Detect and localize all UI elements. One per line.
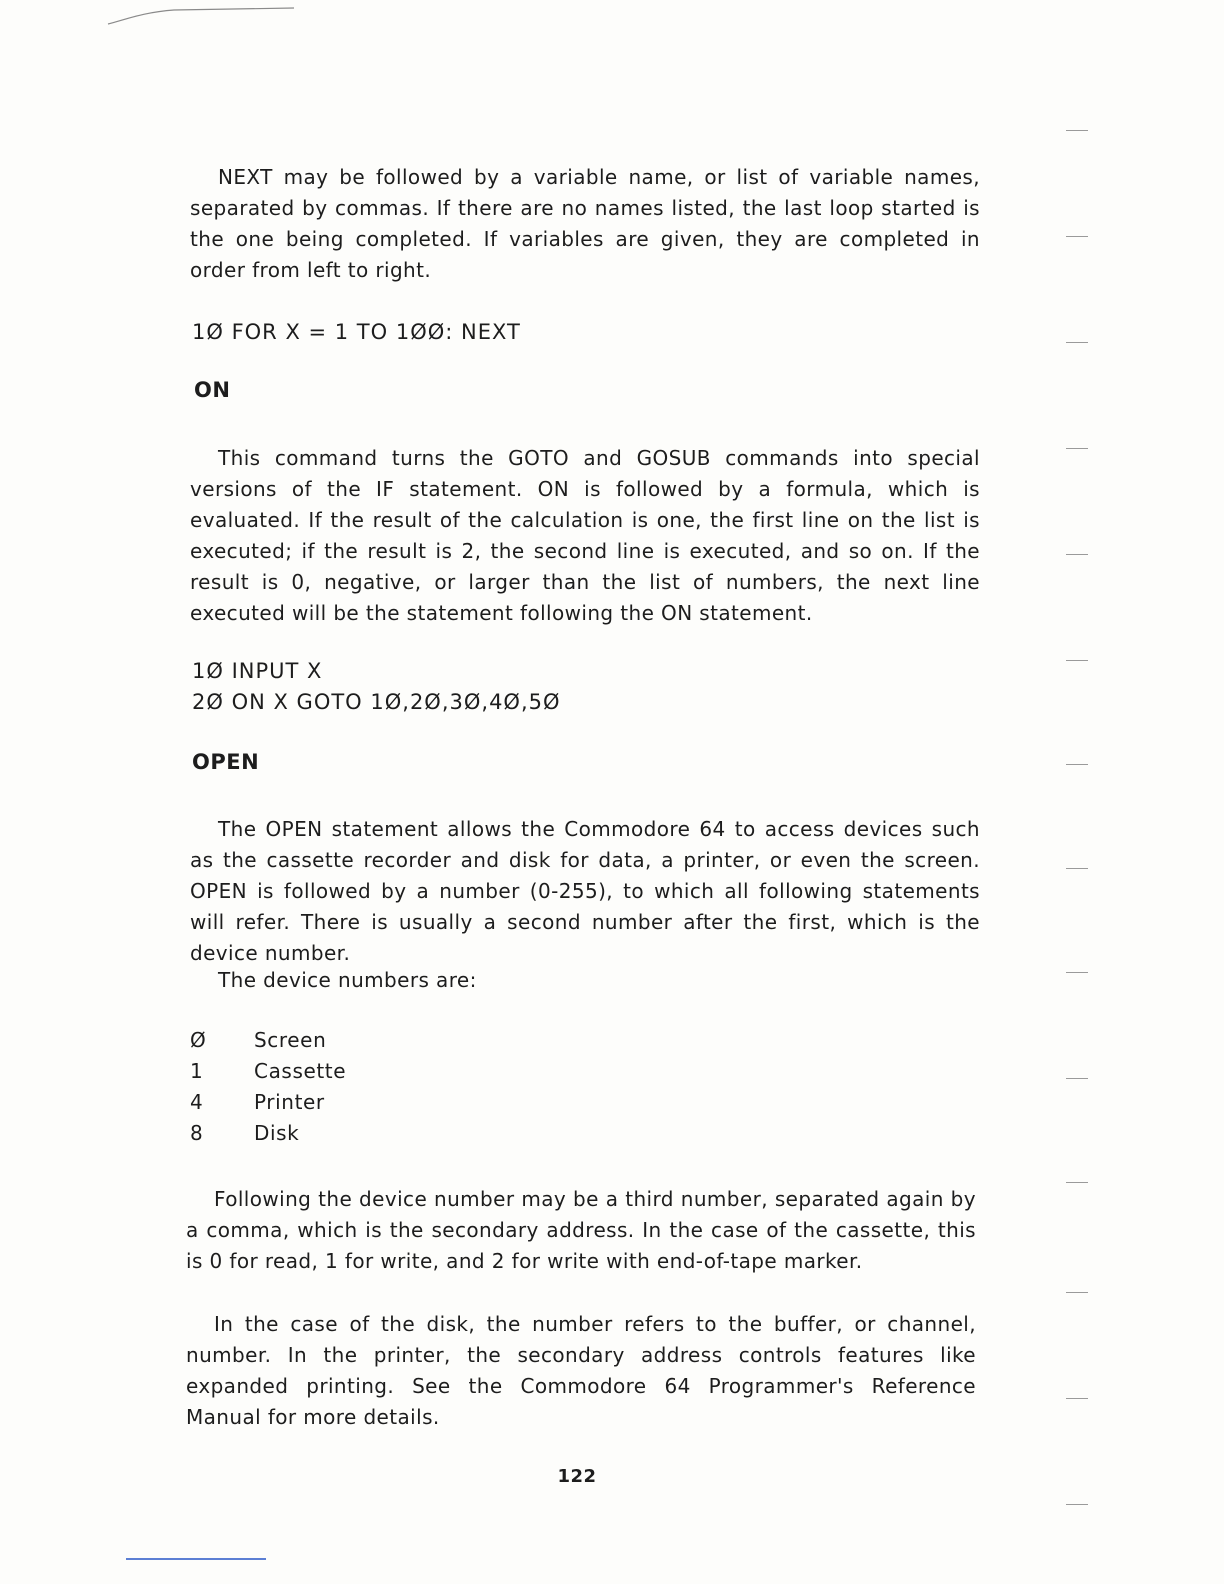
device-name: Printer: [254, 1090, 325, 1114]
scan-corner-mark: [104, 2, 304, 32]
edge-tick: [1066, 1078, 1088, 1079]
on-code-line-2: 2Ø ON X GOTO 1Ø,2Ø,3Ø,4Ø,5Ø: [192, 690, 561, 714]
next-description: NEXT may be followed by a variable name, or list of variable names, separated by commas. If there are no names listed, the last loop started is the one being completed. If variables are given, they are completed in order from left to right.: [190, 165, 980, 282]
device-number: 8: [190, 1121, 204, 1145]
device-number: 1: [190, 1059, 204, 1083]
on-heading: ON: [194, 378, 231, 402]
page-number: 122: [557, 1466, 597, 1487]
edge-tick: [1066, 236, 1088, 237]
open-heading: OPEN: [192, 750, 260, 774]
device-number: Ø: [190, 1028, 207, 1052]
edge-tick: [1066, 448, 1088, 449]
edge-tick: [1066, 1398, 1088, 1399]
edge-tick: [1066, 972, 1088, 973]
edge-tick: [1066, 342, 1088, 343]
device-name: Screen: [254, 1028, 327, 1052]
device-row: [190, 1090, 325, 1114]
edge-tick: [1066, 130, 1088, 131]
device-name: Cassette: [254, 1059, 347, 1083]
device-numbers-intro: The device numbers are:: [218, 968, 477, 992]
edge-tick: [1066, 554, 1088, 555]
open-description: The OPEN statement allows the Commodore 64 to access devices such as the cassette recorder and disk for data, a printer, or even the screen. OPEN is followed by a number (0-255), to which all following statements will refer. There is usually a second number after the first, which is the device number.: [190, 817, 980, 965]
edge-tick: [1066, 660, 1088, 661]
edge-tick: [1066, 1182, 1088, 1183]
edge-tick: [1066, 1504, 1088, 1505]
bottom-rule: [126, 1558, 266, 1560]
device-row: [190, 1121, 299, 1145]
disk-description: In the case of the disk, the number refers to the buffer, or channel, number. In the printer, the secondary address controls features like expanded printing. See the Commodore 64 Programmer's Reference Manual for more details.: [186, 1312, 976, 1429]
next-code-example: 1Ø FOR X = 1 TO 1ØØ: NEXT: [192, 320, 521, 344]
edge-tick: [1066, 764, 1088, 765]
device-name: Disk: [254, 1121, 300, 1145]
on-description: This command turns the GOTO and GOSUB commands into special versions of the IF statement. ON is followed by a formula, which is evaluated. If the result of the calculation is one, the first line on the list is executed; if the result is 2, the second line is executed, and so on. If the result is 0, negative, or larger than the list of numbers, the next line executed will be the statement following the ON statement.: [190, 446, 980, 625]
device-number: 4: [190, 1090, 204, 1114]
device-row: [190, 1028, 326, 1052]
device-row: [190, 1059, 346, 1083]
edge-tick: [1066, 1292, 1088, 1293]
secondary-address-description: Following the device number may be a third number, separated again by a comma, which is the secondary address. In the case of the cassette, this is 0 for read, 1 for write, and 2 for write with end-of-tape marker.: [186, 1187, 976, 1273]
edge-tick: [1066, 868, 1088, 869]
on-code-line-1: 1Ø INPUT X: [192, 659, 323, 683]
